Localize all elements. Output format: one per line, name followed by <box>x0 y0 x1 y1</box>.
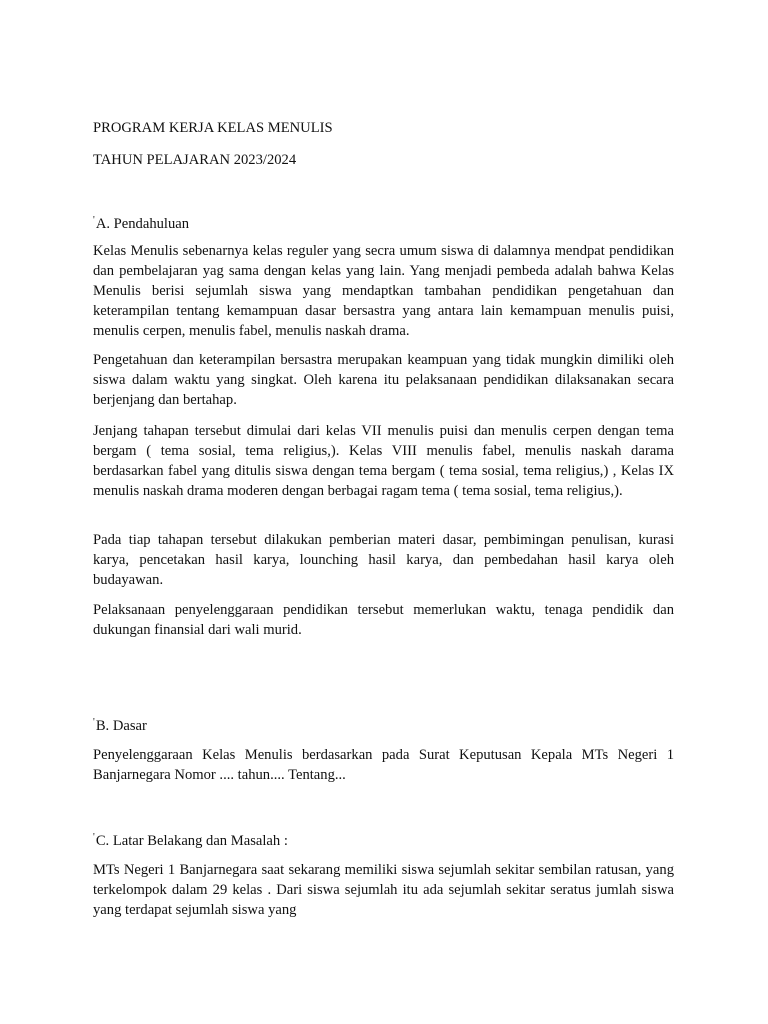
paragraph-pendahuluan-5: Pelaksanaan penyelenggaraan pendidikan tersebut memerlukan waktu, tenaga pendidik dan dukungan finansial dari wali murid. <box>93 602 674 638</box>
section-heading-text: C. Latar Belakang dan Masalah : <box>95 833 288 849</box>
document-title: PROGRAM KERJA KELAS MENULIS <box>93 120 333 136</box>
section-heading-text: B. Dasar <box>95 718 147 734</box>
paragraph-pendahuluan-4: Pada tiap tahapan tersebut dilakukan pemberian materi dasar, pembimingan penulisan, kurasi karya, pencetakan hasil karya, lounching hasil karya, dan pembedahan hasil karya oleh budayawan. <box>93 532 674 588</box>
section-heading-c <box>93 828 674 851</box>
heading-marker: ' <box>93 832 95 843</box>
paragraph-pendahuluan-1: Kelas Menulis sebenarnya kelas reguler yang secra umum siswa di dalamnya mendpat pendidikan dan pembelajaran yag sama dengan kelas yang lain. Yang menjadi pembeda adalah bahwa Kelas Menulis berisi sejumlah siswa yang mendaptkan tambahan pendidikan pengetahuan dan keterampilan tentang kemampuan dasar bersastra yang antara lain kemampuan menulis puisi, menulis cerpen, menulis fabel, menulis naskah drama. <box>93 243 674 339</box>
section-heading-b <box>93 713 674 736</box>
heading-marker: ' <box>93 215 95 226</box>
section-heading-text: A. Pendahuluan <box>95 216 190 232</box>
heading-marker: ' <box>93 717 95 728</box>
section-heading-a <box>93 211 674 234</box>
paragraph-pendahuluan-3: Jenjang tahapan tersebut dimulai dari kelas VII menulis puisi dan menulis cerpen dengan tema bergam ( tema sosial, tema religius,). Kelas VIII menulis fabel, menulis naskah darama berdasarkan fabel yang ditulis siswa dengan tema bergam ( tema sosial, tema religius,) , Kelas IX menulis naskah drama moderen dengan berbagai ragam tema ( tema sosial, tema religius,). <box>93 423 674 499</box>
document-subtitle: TAHUN PELAJARAN 2023/2024 <box>93 152 297 168</box>
paragraph-dasar-1: Penyelenggaraan Kelas Menulis berdasarkan pada Surat Keputusan Kepala MTs Negeri 1 Banjarnegara Nomor .... tahun.... Tentang... <box>93 747 674 783</box>
paragraph-latar-belakang-1: MTs Negeri 1 Banjarnegara saat sekarang memiliki siswa sejumlah sekitar sembilan ratusan, yang terkelompok dalam 29 kelas . Dari siswa sejumlah itu ada sejumlah sekitar seratus jumlah siswa yang terdapat sejumlah siswa yang <box>93 862 674 918</box>
paragraph-pendahuluan-2: Pengetahuan dan keterampilan bersastra merupakan keampuan yang tidak mungkin dimiliki oleh siswa dalam waktu yang singkat. Oleh karena itu pelaksanaan pendidikan dilaksanakan secara berjenjang dan bertahap. <box>93 352 674 408</box>
